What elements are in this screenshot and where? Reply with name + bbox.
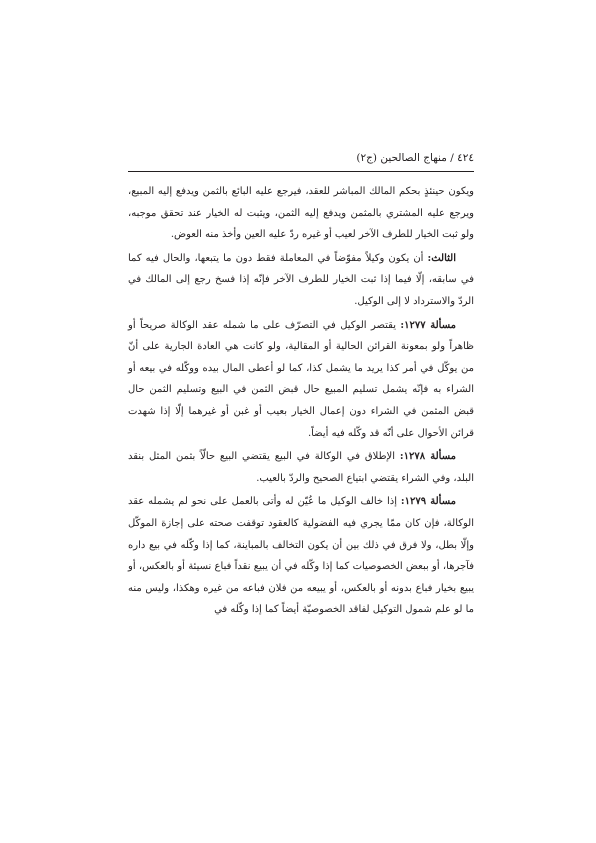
page-number: ٤٢٤ [457,152,474,164]
paragraph-text: ويكون حينئذٍ بحكم المالك المباشر للعقد، فيرجع عليه البائع بالثمن ويدفع إليه المبيع، ويرجع عليه المشتري بالمثمن ويدفع إليه الثمن، ويثبت له الخيار عند تحقق موجبه، ولو ثبت الخيار للطرف الآخر لعيب أو غيره ردّ عليه العين وأخذ منه العوض. [128,186,474,241]
paragraph-lead: مسألة ١٢٧٩: [400,496,456,508]
paragraph-lead: مسألة ١٢٧٧: [400,319,456,331]
paragraph-continuation [128,181,474,246]
paragraph-text: الإطلاق في الوكالة في البيع يقتضي البيع حالّاً بثمن المثل بنقد البلد، وفي الشراء يقتضي ابتياع الصحيح والردّ بالعيب. [128,451,474,484]
running-header [128,147,474,169]
paragraph-text: يقتصر الوكيل في التصرّف على ما شمله عقد الوكالة صريحاً أو ظاهراً ولو بمعونة القرائن الحالية أو المقالية، ولو كانت هي العادة الجارية على أنّ من يوكّل في أمر كذا يريد ما يشمل كذا، كما لو أعطى المال بيده ووكّله في بيعه أو الشراء به فإنّه يشمل تسليم المبيع حال قبض الثمن في البيع وتسليم الثمن حال قبض المثمن في الشراء دون إعمال الخيار بعيب أو غبن أو غيرهما إلّا إذا شهدت قرائن الأحوال على أنّه قد وكّله فيه أيضاً. [128,319,474,439]
paragraph-third-case [128,248,474,313]
paragraph-lead: الثالث: [427,252,456,264]
page-body [128,181,474,623]
paragraph-text: أن يكون وكيلاً مفوّضاً في المعاملة فقط دون ما يتبعها، والحال فيه كما في سابقه، إلّا فيما إذا ثبت الخيار للطرف الآخر فإنّه إذا فسخ رجع إلى المالك في الردّ والاسترداد لا إلى الوكيل. [128,252,474,307]
paragraph-issue-1279 [128,491,474,621]
paragraph-issue-1277 [128,315,474,445]
paragraph-lead: مسألة ١٢٧٨: [399,451,457,463]
paragraph-text: إذا خالف الوكيل ما عُيّن له وأتى بالعمل على نحو لم يشمله عقد الوكالة، فإن كان ممّا يجري فيه الفضولية كالعقود توقفت صحته على إجازة الموكّل وإلّا بطل، ولا فرق في ذلك بين أن يكون التخالف بالمباينة، كما إذا وكّله في بيع داره فآجرها، أو ببعض الخصوصيات كما إذا وكّله في أن يبيع نقداً فباع نسيئة أو بالعكس، أو يبيع بخيار فباع بدونه أو بالعكس، أو يبيعه من فلان فباعه من غيره وهكذا، وليس منه ما لو علم شمول التوكيل لفاقد الخصوصيّة أيضاً كما إذا وكّله في [128,496,474,616]
header-divider [128,171,474,172]
header-separator: / [450,152,454,164]
book-title: منهاج الصالحين (ج٢) [356,152,447,164]
paragraph-issue-1278 [128,446,474,489]
